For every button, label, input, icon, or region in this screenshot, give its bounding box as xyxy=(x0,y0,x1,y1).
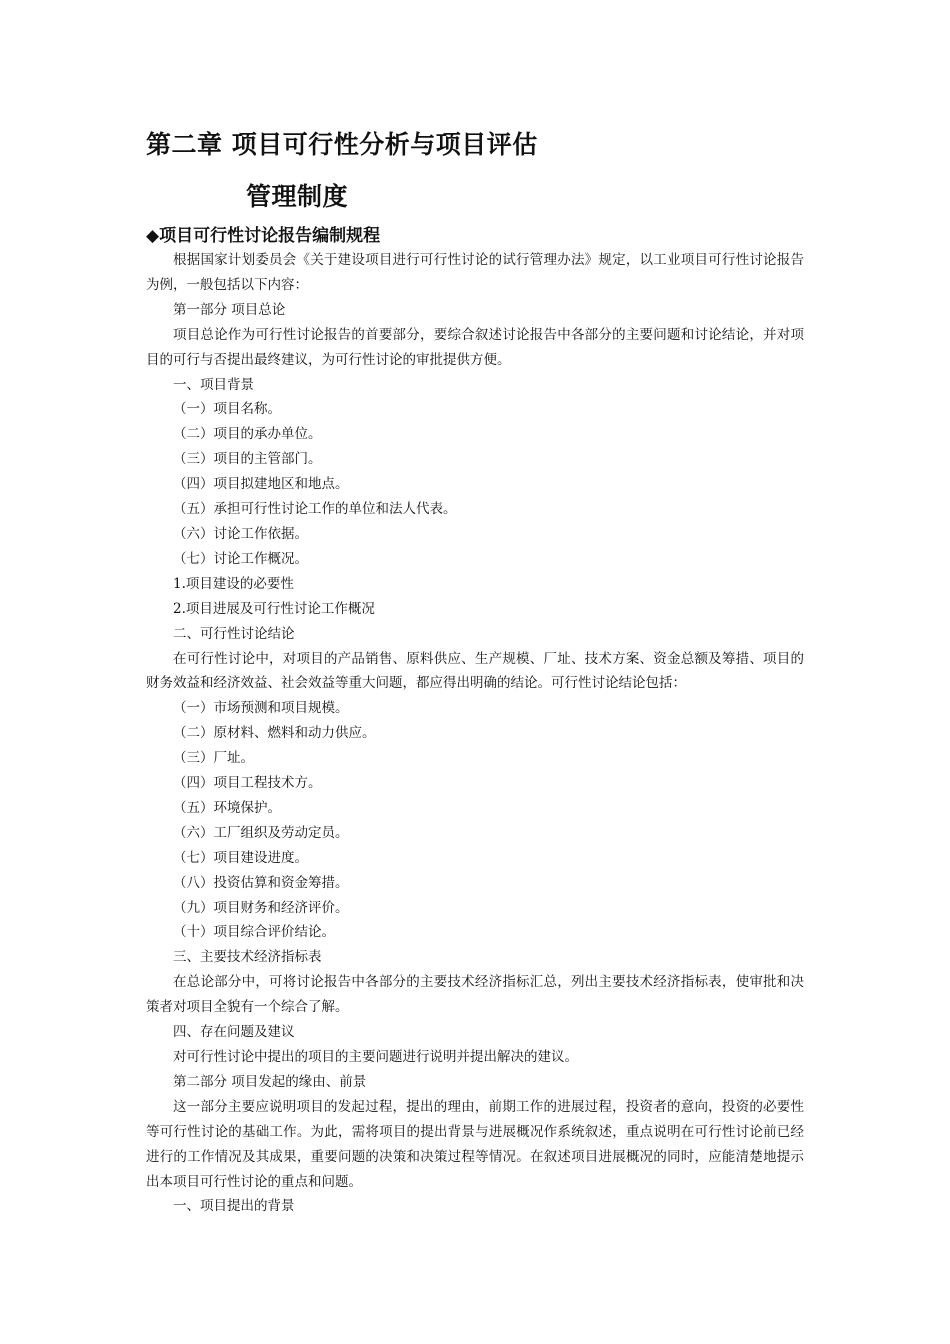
chapter-subtitle: 管理制度 xyxy=(246,182,349,211)
list-item: （九）项目财务和经济评价。 xyxy=(173,899,349,916)
document-body xyxy=(146,248,804,1219)
part-heading: 第一部分 项目总论 xyxy=(173,301,286,318)
subsection-heading: 一、项目提出的背景 xyxy=(173,1198,295,1215)
subsection-heading: 四、存在问题及建议 xyxy=(173,1024,295,1041)
list-item: （七）项目建设进度。 xyxy=(173,849,308,866)
paragraph: 项目总论作为可行性讨论报告的首要部分，要综合叙述讨论报告中各部分的主要问题和讨论结论，并对项目的可行与否提出最终建议，为可行性讨论的审批提供方便。 xyxy=(146,326,804,368)
list-item: （六）讨论工作依据。 xyxy=(173,525,308,542)
list-item: （七）讨论工作概况。 xyxy=(173,550,308,567)
list-item: （二）项目的承办单位。 xyxy=(173,426,322,443)
list-item: （三）厂址。 xyxy=(173,750,254,767)
chapter-title: 第二章 项目可行性分析与项目评估 xyxy=(146,130,538,159)
paragraph: 对可行性讨论中提出的项目的主要问题进行说明并提出解决的建议。 xyxy=(173,1049,578,1065)
subsection-heading: 一、项目背景 xyxy=(173,376,254,393)
list-item: （一）项目名称。 xyxy=(173,401,281,418)
list-item: （八）投资估算和资金筹措。 xyxy=(173,874,349,891)
list-item: （一）市场预测和项目规模。 xyxy=(173,700,349,717)
paragraph: 这一部分主要应说明项目的发起过程，提出的理由，前期工作的进展过程，投资者的意向，投资的必要性等可行性讨论的基础工作。为此，需将项目的提出背景与进展概况作系统叙述，重点说明在可行性讨论前已经进行的工作情况及其成果，重要问题的决策和决策过程等情况。在叙述项目进展概况的同时，应能清楚地提示出本项目可行性讨论的重点和问题。 xyxy=(146,1098,804,1190)
subsection-heading: 三、主要技术经济指标表 xyxy=(173,949,322,966)
list-item: 2.项目进展及可行性讨论工作概况 xyxy=(173,600,375,617)
paragraph-intro: 根据国家计划委员会《关于建设项目进行可行性讨论的试行管理办法》规定，以工业项目可行性讨论报告为例，一般包括以下内容： xyxy=(146,252,804,293)
subsection-heading: 二、可行性讨论结论 xyxy=(173,625,295,642)
list-item: （十）项目综合评价结论。 xyxy=(173,924,335,941)
list-item: （六）工厂组织及劳动定员。 xyxy=(173,824,349,841)
list-item: （三）项目的主管部门。 xyxy=(173,451,322,468)
section-heading: ◆项目可行性讨论报告编制规程 xyxy=(146,226,381,246)
list-item: 1.项目建设的必要性 xyxy=(173,575,294,592)
paragraph: 在可行性讨论中，对项目的产品销售、原料供应、生产规模、厂址、技术方案、资金总额及筹措、项目的财务效益和经济效益、社会效益等重大问题，都应得出明确的结论。可行性讨论结论包括： xyxy=(146,650,804,692)
list-item: （四）项目拟建地区和地点。 xyxy=(173,476,349,493)
list-item: （五）承担可行性讨论工作的单位和法人代表。 xyxy=(173,501,457,518)
part-heading: 第二部分 项目发起的缘由、前景 xyxy=(173,1073,367,1090)
list-item: （四）项目工程技术方。 xyxy=(173,775,322,792)
list-item: （五）环境保护。 xyxy=(173,799,281,816)
list-item: （二）原材料、燃料和动力供应。 xyxy=(173,725,376,742)
paragraph: 在总论部分中，可将讨论报告中各部分的主要技术经济指标汇总，列出主要技术经济指标表，使审批和决策者对项目全貌有一个综合了解。 xyxy=(146,974,804,1016)
